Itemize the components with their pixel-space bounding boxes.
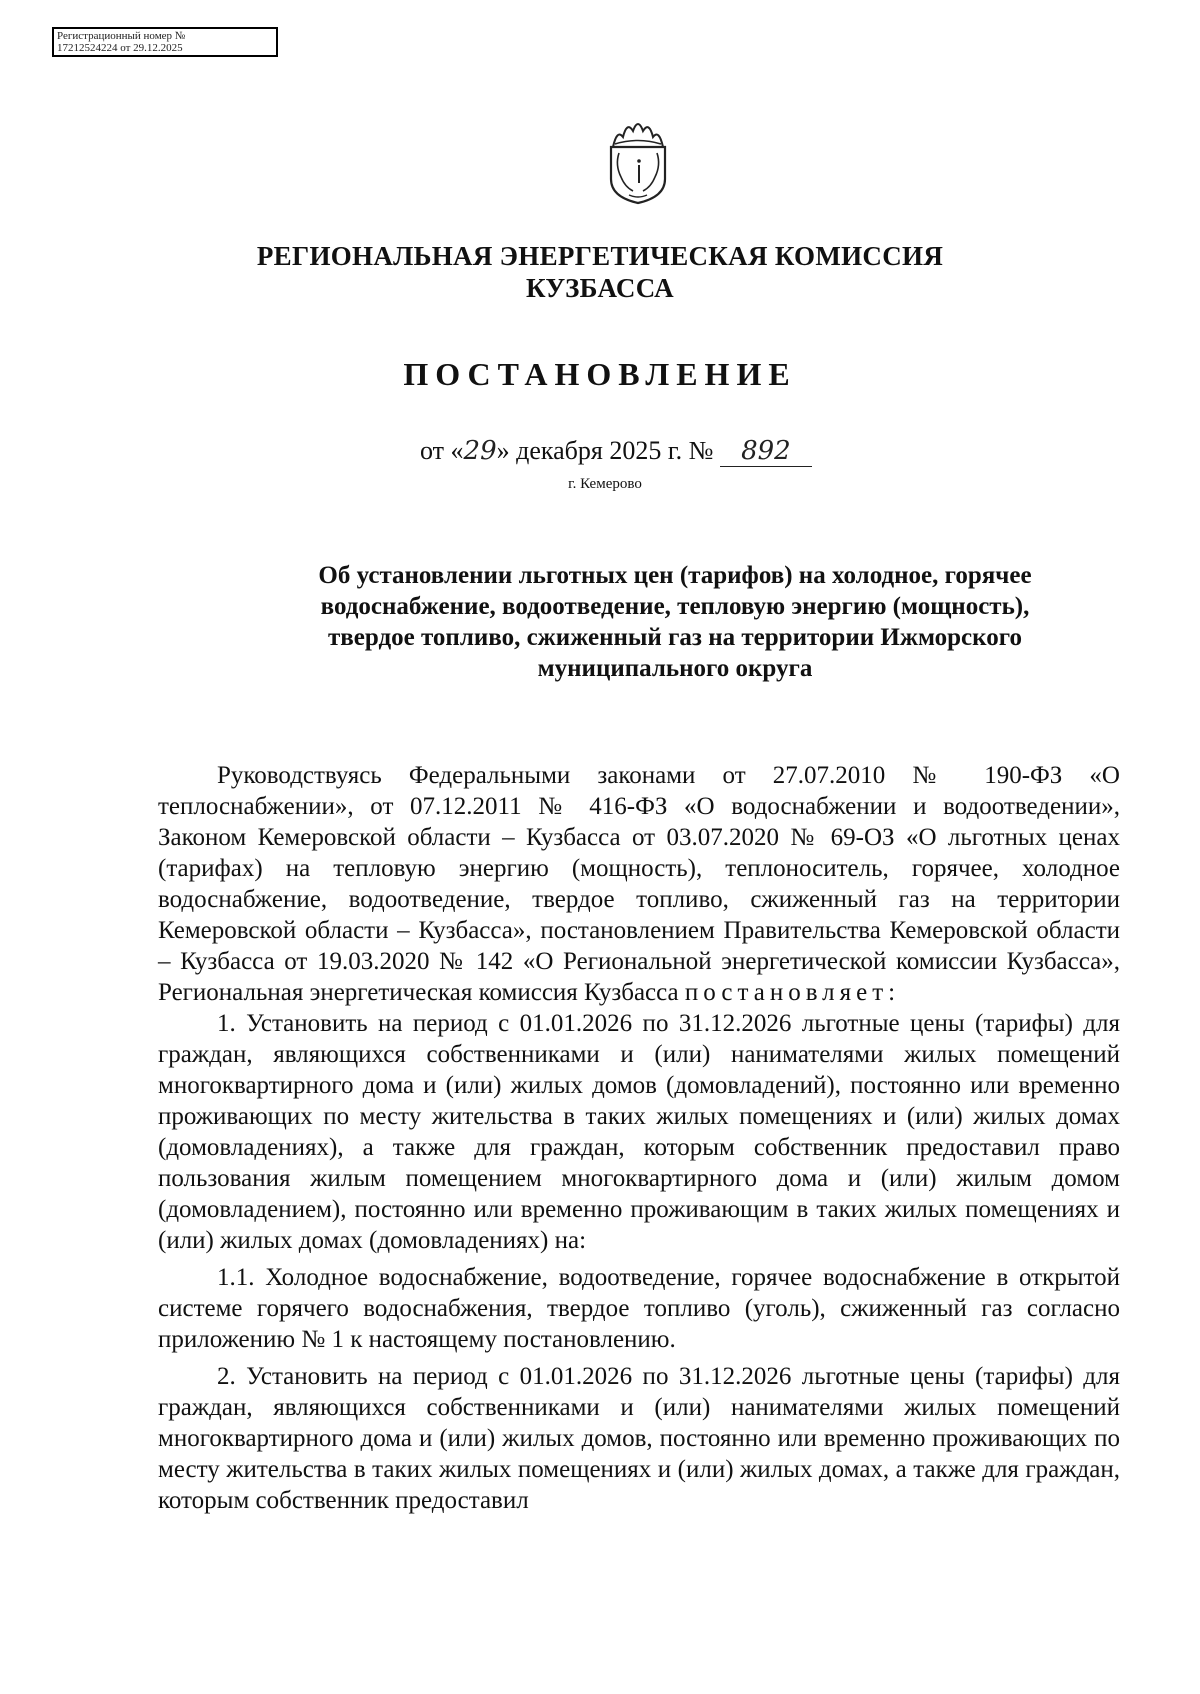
preamble-verb: постановляет: <box>684 979 901 1006</box>
subject-line-3: твердое топливо, сжиженный газ на территории Ижморского <box>328 624 1022 651</box>
preamble-text: Руководствуясь Федеральными законами от 27.07.2010 № 190-ФЗ «О теплоснабжении», от 07.12.2011 № 416-ФЗ «О водоснабжении и водоотведении», Законом Кемеровской области – Кузбасса от 03.07.2020 № 69-ОЗ «О льготных ценах (тарифах) на тепловую энергию (мощность), теплоноситель, горячее, холодное водоснабжение, водоотведение, твердое топливо, сжиженный газ на территории Кемеровской области – Кузбасса», постановлением Правительства Кемеровской области – Кузбасса от 19.03.2020 № 142 «О Региональной энергетической комиссии Кузбасса», Региональная энергетическая комиссия Кузбасса <box>158 762 1120 1006</box>
city-label: г. Кемерово <box>568 476 642 492</box>
date-number-line <box>420 436 812 467</box>
document-subject <box>250 560 1100 684</box>
date-middle: » декабря 2025 г. № <box>496 436 714 465</box>
organization-name <box>0 240 1200 304</box>
org-line-2: КУЗБАССА <box>526 273 674 303</box>
paragraph-1: 1. Установить на период с 01.01.2026 по 31.12.2026 льготные цены (тарифы) для граждан, являющихся собственниками и (или) нанимателями жилых помещений многоквартирного дома и (или) жилых домов (домовладений), постоянно или временно проживающих по месту жительства в таких жилых помещениях и (или) жилых домах (домовладениях), а также для граждан, которым собственник предоставил право пользования жилым помещением многоквартирного дома и (или) жилым домом (домовладением), постоянно или временно проживающим в таких жилых помещениях и (или) жилых домах (домовладениях) на: <box>158 1010 1120 1254</box>
kuzbass-coat-of-arms-icon <box>603 117 673 207</box>
document-number-field <box>720 436 812 467</box>
document-body <box>158 760 1120 1516</box>
document-type-title: ПОСТАНОВЛЕНИЕ <box>403 356 797 392</box>
subject-line-4: муниципального округа <box>537 655 813 682</box>
org-line-1: РЕГИОНАЛЬНАЯ ЭНЕРГЕТИЧЕСКАЯ КОМИССИЯ <box>256 241 944 271</box>
registration-stamp <box>52 27 278 57</box>
registration-line-2: 17212524224 от 29.12.2025 <box>57 42 183 54</box>
subject-line-1: Об установлении льготных цен (тарифов) на холодное, горячее <box>318 562 1032 589</box>
paragraph-2: 2. Установить на период с 01.01.2026 по 31.12.2026 льготные цены (тарифы) для граждан, являющихся собственниками и (или) нанимателями жилых помещений многоквартирного дома и (или) жилых домов, постоянно или временно проживающих по месту жительства в таких жилых помещениях и (или) жилых домах, а также для граждан, которым собственник предоставил <box>158 1363 1120 1514</box>
paragraph-1-1: 1.1. Холодное водоснабжение, водоотведение, горячее водоснабжение в открытой системе горячего водоснабжения, твердое топливо (уголь), сжиженный газ согласно приложению № 1 к настоящему постановлению. <box>158 1264 1120 1353</box>
preamble-paragraph <box>158 760 1120 1008</box>
handwritten-number: 892 <box>741 436 791 466</box>
date-prefix: от « <box>420 436 464 465</box>
handwritten-day: 29 <box>463 436 497 466</box>
subject-line-2: водоснабжение, водоотведение, тепловую энергию (мощность), <box>320 593 1030 620</box>
registration-line-1: Регистрационный номер № <box>57 30 186 42</box>
